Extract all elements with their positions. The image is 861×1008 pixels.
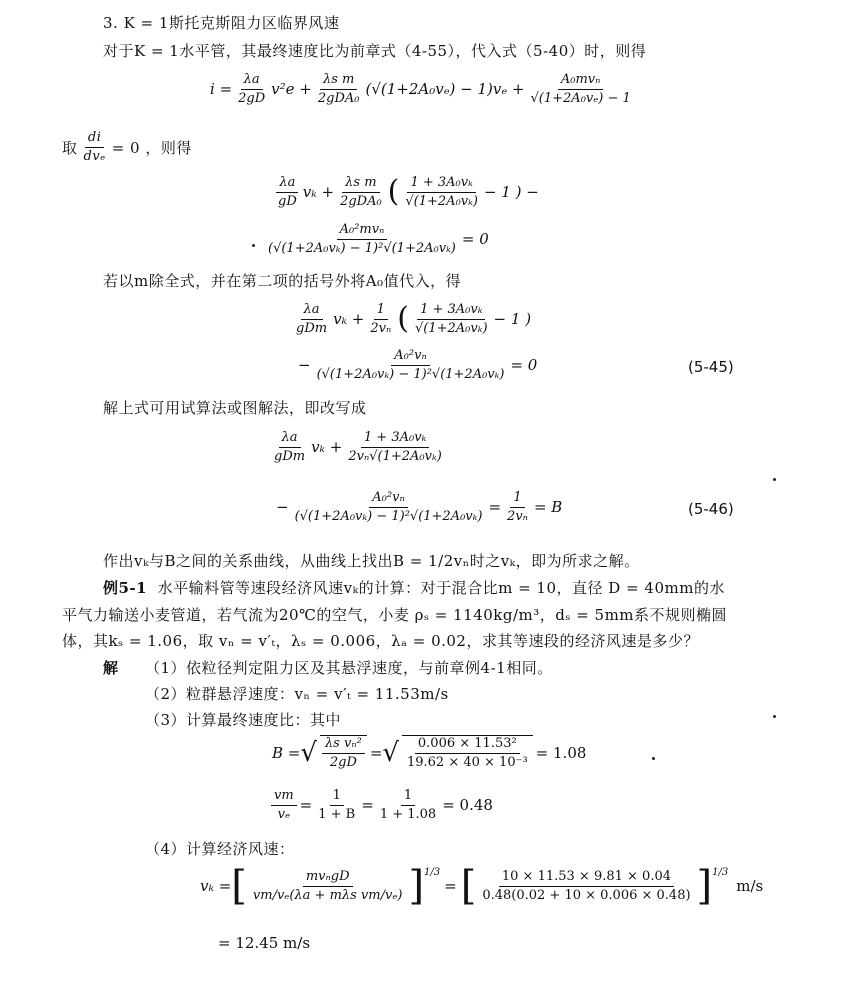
equation-2-line-2: [262, 222, 489, 256]
eq3-frac-a: $\frac{\lambda a}{\text{gDm}}$: [296, 302, 328, 336]
example-line-1: [103, 577, 725, 598]
equation-4-line-1: [268, 430, 448, 464]
eq2-frac-d: $\frac{\text{A₀²mvₙ}}{\text{(√(1+2A₀vₖ) − 1)²√(1+2A₀vₖ)}}$: [268, 222, 456, 256]
solution-step-4: （4）计算经济风速：: [145, 840, 295, 858]
vk-frac-a: $\frac{\text{mvₙgD}}{\text{vm/vₑ(λa + mλs vm/vₑ)}}$: [252, 868, 403, 903]
paragraph-1: 对于K = 1水平管，其最终速度比为前章式（4-55），代入式（5-40）时，则得: [103, 42, 647, 60]
example-label: 例5-1: [103, 579, 148, 597]
ratio-frac-2: $\frac{1}{1 + B}$: [318, 788, 356, 822]
eq4-frac-d: $\frac{\text{A₀²vₙ}}{\text{(√(1+2A₀vₖ) − 1)²√(1+2A₀vₖ)}}$: [294, 490, 483, 524]
eq1-paren: (√(1+2A₀vₑ) − 1)vₑ +: [365, 80, 525, 99]
vk-result: = 12.45 m/s: [218, 934, 311, 952]
eq2-frac-c: $\frac{\text{1 + 3A₀vₖ}}{\text{√(1+2A₀vₖ)}}$: [405, 175, 478, 209]
eqB-lhs: B =: [272, 743, 301, 762]
eq1-frac-2: $\frac{\text{λs m}}{\text{2gDA₀}}$: [317, 72, 360, 106]
take-derivative-line: [62, 130, 192, 164]
paragraph-4: 作出vₖ与B之间的关系曲线，从曲线上找出B = 1/2vₙ时之vₖ，即为所求之解。: [103, 552, 640, 570]
solution-step-2: （2）粒群悬浮速度：vₙ = v′ₜ = 11.53m/s: [145, 685, 449, 703]
eq1-frac-3: $\frac{\text{A₀mvₙ}}{\text{√(1+2A₀vₑ) − 1}}$: [530, 72, 631, 106]
equation-number-5-46: (5-46): [688, 500, 734, 518]
ratio-frac-3: $\frac{1}{1 + 1.08}$: [379, 788, 437, 822]
equation-ratio: [268, 788, 493, 822]
vk-eq: =: [444, 877, 457, 895]
eq2-c-tail: − 1 ) −: [483, 183, 539, 202]
example-text-1: 水平输料管等速段经济风速vₖ的计算：对于混合比m = 10，直径 D = 40mm的水: [157, 579, 725, 597]
equation-3-line-2: − $\frac{\text{A₀²vₙ}}{\text{(√(1+2A₀vₖ) − 1)²√(1+2A₀vₖ)}}$ = 0: [298, 348, 538, 382]
eq3-frac-c: $\frac{\text{1 + 3A₀vₖ}}{\text{√(1+2A₀vₖ)}}$: [414, 302, 488, 336]
eq2-a-tail: vₖ +: [302, 183, 335, 202]
solution-step-3: （3）计算最终速度比：其中: [145, 711, 342, 729]
eq4-e-tail: = B: [533, 498, 563, 517]
example-line-3: 体，其kₛ = 1.06，取 vₙ = v′ₜ，λₛ = 0.006，λₐ = 0.02，求其等速段的经济风速是多少？: [62, 632, 699, 650]
eq2-d-tail: = 0: [461, 230, 489, 249]
eqB-result: = 1.08: [535, 743, 587, 762]
eq3-c-tail: − 1 ): [493, 310, 532, 329]
equation-vk: vₖ = [ $\frac{\text{mvₙgD}}{\text{vm/vₑ(λa + mλs vm/vₑ)}}$ ] $^{1/3}$ = [ $\frac{10 \times 11.53 \times 9.81 \times 0.04}{0.48(0.02 + 10 \times 0.006 \times 0.48)}$ ] $^{1/3}$ m/s: [200, 863, 764, 909]
eq4-frac-a: $\frac{\lambda a}{\text{gDm}}$: [274, 430, 306, 464]
paragraph-3: 解上式可用试算法或图解法，即改写成: [103, 399, 367, 417]
eq3-a-tail: vₖ +: [333, 310, 365, 329]
stray-dot: [252, 244, 255, 247]
eq2-frac-b: $\frac{\text{λs m}}{\text{2gDA₀}}$: [340, 175, 382, 209]
take-suffix: = 0 ，则得: [111, 138, 192, 157]
eqB-frac-1: $\frac{\text{λs vₙ²}}{2gD}$: [320, 735, 367, 770]
vk-unit: m/s: [736, 877, 764, 895]
take-prefix: 取: [62, 138, 78, 157]
equation-1: [210, 72, 637, 106]
eq2-frac-a: $\frac{\lambda a}{gD}$: [278, 175, 297, 209]
eq1-lhs: i =: [210, 80, 233, 99]
stray-mark-2: [773, 715, 776, 718]
eq4-eq-mid: =: [488, 498, 502, 517]
eq1-term-1-tail: v²e +: [271, 80, 312, 99]
vk-exp-2: 1/3: [712, 866, 729, 878]
eq1-frac-1: $\frac{\lambda a}{2gD}$: [238, 72, 266, 106]
equation-B: B = √ $\frac{\text{λs vₙ²}}{2gD}$ = √ $\frac{\text{0.006 × 11.53²}}{\text{19.62 × 40 × 10⁻³}}$ = 1.08: [272, 736, 587, 770]
solution-step-1: （1）依粒径判定阻力区及其悬浮速度，与前章例4-1相同。: [145, 659, 553, 677]
equation-3-line-1: $\frac{\lambda a}{\text{gDm}}$ vₖ + $\frac{1}{\text{2vₙ}}$ ( $\frac{\text{1 + 3A₀vₖ}}{\text{√(1+2A₀vₖ)}}$ − 1 ): [290, 302, 531, 336]
ratio-eq-1: =: [299, 796, 313, 815]
eq4-frac-b: $\frac{\text{1 + 3A₀vₖ}}{\text{2vₙ√(1+2A₀vₖ)}}$: [348, 430, 442, 464]
eqB-mid: =: [369, 743, 383, 762]
eqB-frac-2: $\frac{\text{0.006 × 11.53²}}{\text{19.62 × 40 × 10⁻³}}$: [402, 735, 533, 770]
ratio-result: = 0.48: [442, 796, 493, 815]
paragraph-2: 若以m除全式，并在第二项的括号外将A₀值代入，得: [103, 272, 462, 290]
equation-4-line-2: − $\frac{\text{A₀²vₙ}}{\text{(√(1+2A₀vₖ) − 1)²√(1+2A₀vₖ)}}$ = $\frac{1}{\text{2vₙ}}$ = B: [276, 490, 563, 524]
section-heading: 3. K = 1斯托克斯阻力区临界风速: [103, 14, 340, 32]
eq4-frac-e: $\frac{1}{\text{2vₙ}}$: [507, 490, 528, 524]
eq3-frac-b: $\frac{1}{\text{2vₙ}}$: [370, 302, 392, 336]
equation-2-line-1: $\frac{\lambda a}{gD}$ vₖ + $\frac{\text{λs m}}{\text{2gDA₀}}$ ( $\frac{\text{1 + 3A₀vₖ}}{\text{√(1+2A₀vₖ)}}$ − 1 ) −: [272, 175, 539, 209]
stray-mark-1: [773, 478, 776, 481]
solution-label: 解: [103, 659, 119, 677]
stray-dot-2: [652, 757, 655, 760]
eq3-d-tail: = 0: [510, 356, 538, 375]
vk-frac-b: $\frac{10 \times 11.53 \times 9.81 \times 0.04}{0.48(0.02 + 10 \times 0.006 \times 0.48)}$: [482, 868, 691, 903]
vk-lhs: vₖ =: [200, 877, 232, 895]
eq3-frac-d: $\frac{\text{A₀²vₙ}}{\text{(√(1+2A₀vₖ) − 1)²√(1+2A₀vₖ)}}$: [316, 348, 505, 382]
example-line-2: 平气力输送小麦管道，若气流为20℃的空气，小麦 ρₛ = 1140kg/m³，dₛ = 5mm系不规则椭圆: [62, 606, 728, 624]
eq4-a-tail: vₖ +: [311, 438, 343, 457]
vk-exp-1: 1/3: [424, 866, 441, 878]
equation-number-5-45: (5-45): [688, 358, 734, 376]
derivative-frac: $\frac{di}{\text{dvₑ}}$: [83, 130, 106, 164]
ratio-eq-2: =: [361, 796, 374, 815]
ratio-frac-1: $\frac{vm}{\text{vₑ}}$: [271, 788, 297, 822]
